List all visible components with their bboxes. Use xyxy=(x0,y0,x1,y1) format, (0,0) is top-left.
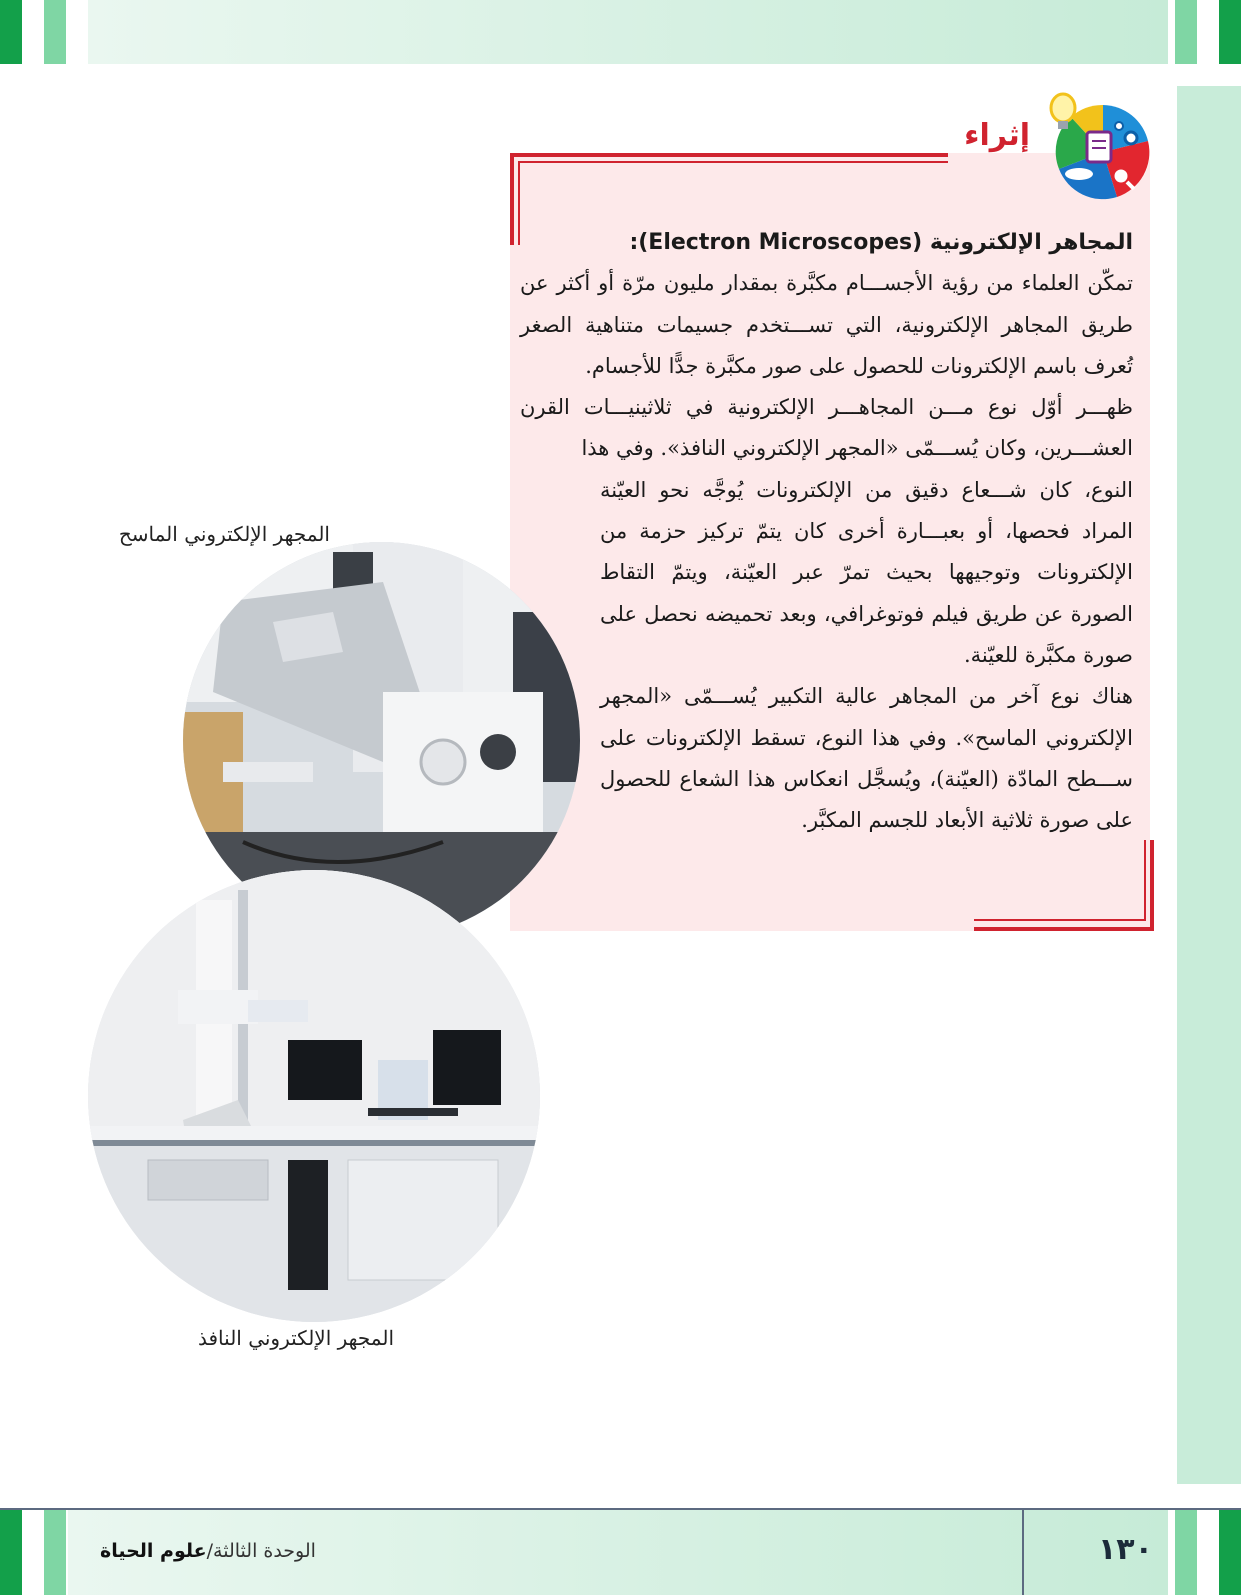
heading-suffix: : xyxy=(629,230,639,255)
tem-caption: المجهر الإلكتروني النافذ xyxy=(198,1326,394,1350)
footer-stripe xyxy=(0,1510,22,1595)
frame-line xyxy=(510,153,948,157)
enrichment-text xyxy=(520,222,1133,841)
frame-line xyxy=(1150,840,1154,931)
footer-divider xyxy=(1022,1510,1024,1595)
header-stripe xyxy=(44,0,66,64)
paragraph-2-narrow: النوع، كان شـــعاع دقيق من الإلكترونات يُوجَّه نحو العيّنة المراد فحصها، أو بعبـــارة أخرى كان يتمّ تركيز حزمة من الإلكترونات وتوجيهها بحيث تمرّ عبر العيّنة، ويتمّ التقاط الصورة عن طريق فيلم فوتوغرافي، وبعد تحميضه نحصل على صورة مكبَّرة للعيّنة. xyxy=(600,477,1133,667)
frame-line xyxy=(974,919,1146,921)
footer-stripe xyxy=(1219,1510,1241,1595)
footer-unit-label xyxy=(100,1540,316,1562)
page-number: ١٣٠ xyxy=(1098,1532,1153,1567)
enrichment-heading xyxy=(520,222,1133,263)
header-stripe xyxy=(0,0,22,64)
enrichment-title: إثراء xyxy=(964,118,1030,153)
footer-stripe xyxy=(44,1510,66,1595)
header-stripe xyxy=(1175,0,1197,64)
footer-stripe xyxy=(1175,1510,1197,1595)
frame-line xyxy=(1144,840,1146,921)
enrichment-badge-icon xyxy=(1047,86,1153,202)
tem-microscope-photo xyxy=(88,870,540,1322)
paragraph-3: هناك نوع آخر من المجاهر عالية التكبير يُســـمّى «المجهر الإلكتروني الماسح». وفي هذا النوع، تسقط الإلكترونات على ســـطح المادّة (العيّنة)، ويُسجَّل انعكاس هذا الشعاع للحصول على صورة ثلاثية الأبعاد للجسم المكبَّر. xyxy=(600,684,1133,833)
heading-arabic: المجاهر الإلكترونية xyxy=(929,230,1133,255)
paragraph-2-wide: ظهـــر أوّل نوع مـــن المجاهـــر الإلكترونية في ثلاثينيـــات القرن العشـــرين، وكان يُســـمّى «المجهر الإلكتروني النافذ». وفي هذا xyxy=(520,395,1133,461)
subject-label: علوم الحياة xyxy=(100,1540,207,1562)
unit-label: الوحدة الثالثة/ xyxy=(206,1540,316,1562)
footer-band xyxy=(0,1508,1241,1595)
heading-latin: (Electron Microscopes) xyxy=(638,230,923,255)
right-margin-strip xyxy=(1177,86,1241,1484)
paragraph-1: تمكّن العلماء من رؤية الأجســـام مكبَّرة بمقدار مليون مرّة أو أكثر عن طريق المجاهر الإلكترونية، التي تســـتخدم جسيمات متناهية الصغر تُعرف باسم الإلكترونات للحصول على صور مكبَّرة جدًّا للأجسام. xyxy=(520,271,1133,378)
frame-line xyxy=(974,927,1154,931)
frame-line xyxy=(510,153,514,245)
sem-caption: المجهر الإلكتروني الماسح xyxy=(118,522,330,546)
header-stripe xyxy=(1219,0,1241,64)
header-gradient xyxy=(88,0,1168,64)
frame-line xyxy=(518,161,948,163)
top-header-band xyxy=(0,0,1241,64)
